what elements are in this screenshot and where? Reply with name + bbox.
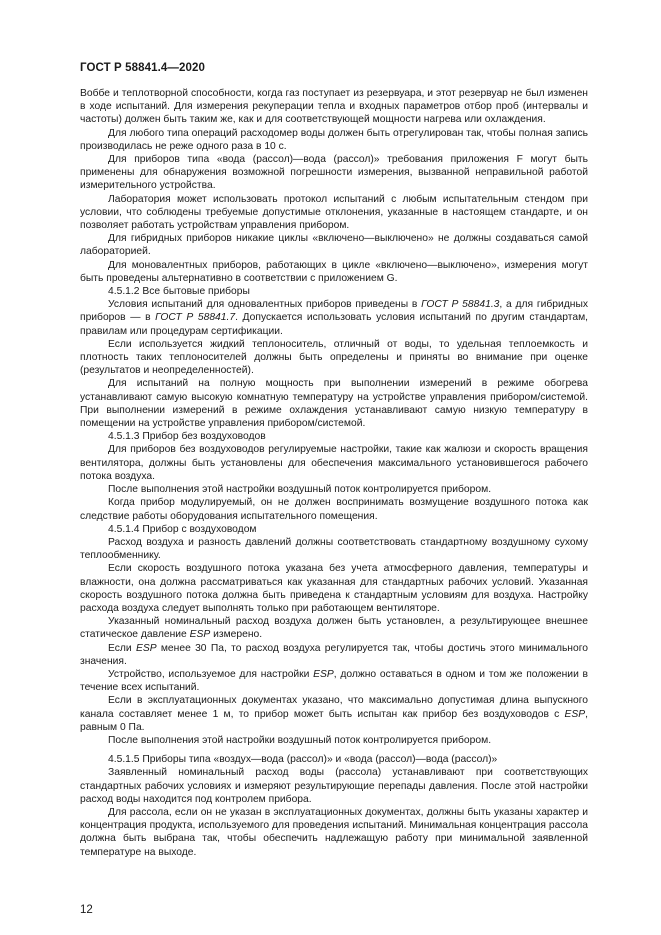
paragraph: Если используется жидкий теплоноситель, отличный от воды, то удельная теплоемкость и плотность таких теплоносителей должны быть определены и приняты во внимание при оценке (результатов и неопределенностей). <box>80 338 588 377</box>
paragraph <box>80 298 588 338</box>
paragraph <box>80 694 588 734</box>
italic-reference: ESP <box>313 668 334 680</box>
text-run: менее 30 Па, то расход воздуха регулируется так, чтобы достичь этого минимального значения. <box>80 642 588 667</box>
paragraph <box>80 642 588 668</box>
paragraph: Для моновалентных приборов, работающих в цикле «включено—выключено», измерения могут быть проведены альтернативно в соответствии с приложением G. <box>80 259 588 284</box>
paragraph: Когда прибор модулируемый, он не должен воспринимать возмущение воздушного потока как следствие работы оборудования испытательного помещения. <box>80 497 588 522</box>
italic-reference: ESP <box>135 642 157 654</box>
paragraph: Если скорость воздушного потока указана без учета атмосферного давления, температуры и влажности, она должна рассматриваться как указанная для стандартных рабочих условий. Указанная скорость воздушного потока должна быть приведена к стандартным условиям для воздуха. Настройку расхода воздуха следует выполнять только при работающем вентиляторе. <box>80 563 588 614</box>
paragraph <box>80 668 588 694</box>
paragraph: Лаборатория может использовать протокол испытаний с любым испытательным стендом при условии, что соблюдены требуемые допустимые отклонения, указанные в настоящем стандарте, и он позволяет работать устройствам управления прибором. <box>80 193 588 232</box>
text-run: , а для гибридных приборов — в <box>80 299 588 324</box>
italic-reference: ESP <box>564 708 586 720</box>
paragraph <box>80 615 588 641</box>
text-run: , должно оставаться в одном и том же положении в течение всех испытаний. <box>80 668 588 694</box>
document-header: ГОСТ Р 58841.4—2020 <box>80 62 205 74</box>
paragraph: Воббе и теплотворной способности, когда газ поступает из резервуара, и этот резервуар не был изменен в ходе испытаний. Для измерения рекуперации тепла и входных параметров отбор проб (интервалы и частоты) должен быть таким же, как и для соответствующей мощности нагрева или охлаждения. <box>80 88 588 126</box>
text-run: Условия испытаний для одновалентных приборов приведены в <box>108 299 422 311</box>
italic-reference: ГОСТ Р 58841.3 <box>421 299 500 311</box>
italic-reference: ГОСТ Р 58841.7 <box>155 312 236 324</box>
paragraph: Заявленный номинальный расход воды (рассола) устанавливают при соответствующих стандартных рабочих условиях и измеряют результирующие перепады давления. После этой настройки расход воды находится под контролем прибора. <box>80 767 588 805</box>
page-number: 12 <box>80 904 93 916</box>
italic-reference: ESP <box>189 629 211 641</box>
paragraph: После выполнения этой настройки воздушный поток контролируется прибором. <box>108 484 492 496</box>
paragraph: Для испытаний на полную мощность при выполнении измерений в режиме обогрева устанавливают самую высокую комнатную температуру на устройстве управления прибором/системой. При выполнении измерений в режиме охлаждения устанавливают самую низкую температуру в помещении на устройстве управления прибором/системой. <box>80 378 588 430</box>
text-run: Если в эксплуатационных документах указано, что максимально допустимая длина выпускного канала составляет менее 1 м, то прибор может быть испытан как прибор без воздуховодов с <box>80 695 588 720</box>
paragraph: После выполнения этой настройки воздушный поток контролируется прибором. <box>108 734 492 746</box>
paragraph: Для приборов типа «вода (рассол)—вода (рассол)» требования приложения F могут быть применены для обнаружения возможной погрешности измерения, вызванной неправильной работой измерительного устройства. <box>80 154 588 192</box>
paragraph: Для гибридных приборов никакие циклы «включено—выключено» не должны создаваться самой лабораторией. <box>80 233 588 258</box>
text-run: . Допускается использовать условия испытаний по другим стандартам, правилам или процедурам сертификации. <box>80 312 589 337</box>
text-run: , равным 0 Па. <box>80 708 588 733</box>
paragraph: Для рассола, если он не указан в эксплуатационных документах, должны быть указаны характер и концентрация продукта, используемого для проведения испытаний. Минимальная концентрация рассола должна быть выбрана так, чтобы обеспечить надлежащую работу при минимальной заявленной температуре на выходе. <box>80 806 588 858</box>
section-heading: 4.5.1.3 Прибор без воздуховодов <box>108 431 266 443</box>
paragraph: Для приборов без воздуховодов регулируемые настройки, такие как жалюзи и скорость вращения вентилятора, должны быть установлены для обеспечения максимального установившегося рабочего потока воздуха. <box>80 444 588 482</box>
document-body <box>80 87 588 859</box>
section-heading: 4.5.1.5 Приборы типа «воздух—вода (рассол)» и «вода (рассол)—вода (рассол)» <box>108 754 498 766</box>
paragraph: Для любого типа операций расходомер воды должен быть отрегулирован так, чтобы полная запись производилась не реже одного раза в 10 с. <box>80 127 588 152</box>
text-run: Указанный номинальный расход воздуха должен быть установлен, а результирующее внешнее статическое давление <box>80 616 588 641</box>
text-run: Если <box>108 642 136 654</box>
section-heading: 4.5.1.2 Все бытовые приборы <box>108 286 250 298</box>
paragraph: Расход воздуха и разность давлений должны соответствовать стандартному воздушному сухому теплообменнику. <box>80 536 588 562</box>
text-run: Устройство, используемое для настройки <box>108 668 314 680</box>
section-heading: 4.5.1.4 Прибор с воздуховодом <box>108 523 257 535</box>
text-run: измерено. <box>210 629 263 641</box>
